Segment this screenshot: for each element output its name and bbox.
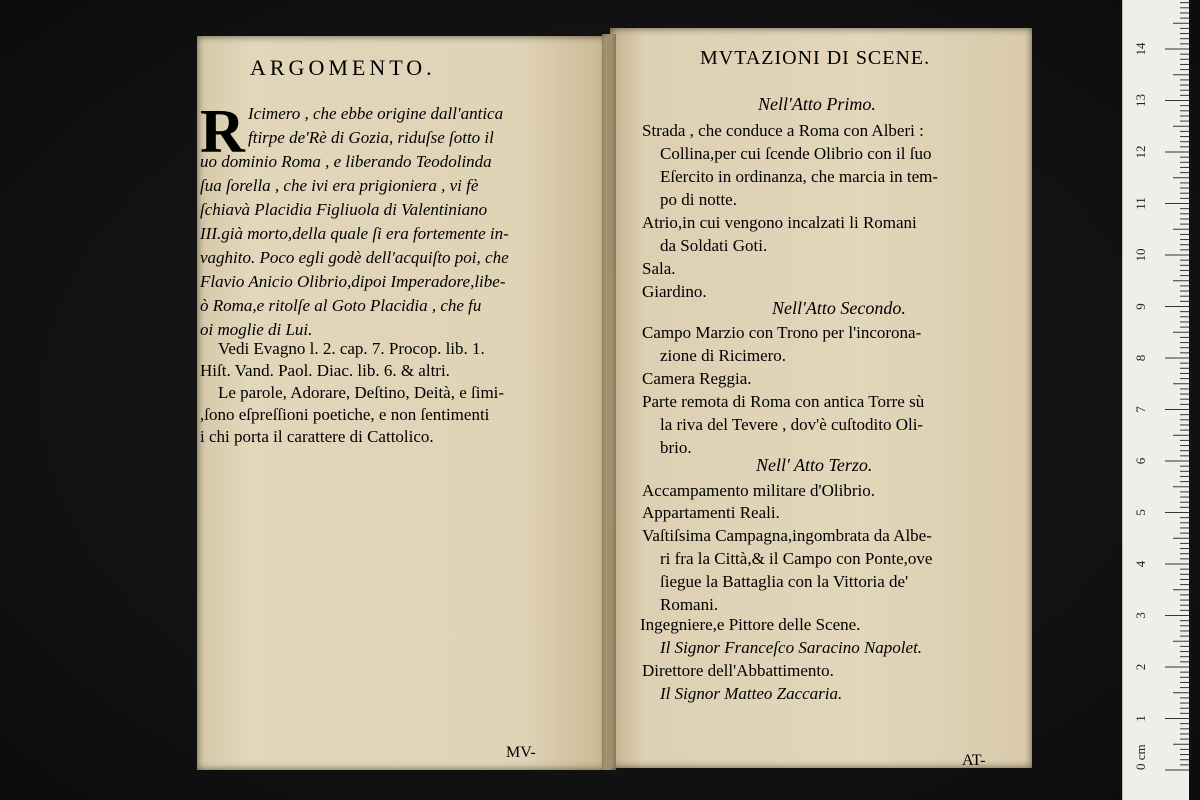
ruler-label: 4 [1133, 560, 1148, 568]
ruler-label: 8 [1133, 354, 1148, 362]
act-heading: Nell'Atto Primo. [758, 94, 876, 114]
argument-line: uo dominio Roma , e liberando Teodolinda [200, 152, 492, 171]
scene-line: Appartamenti Reali. [642, 503, 780, 522]
left-page-title: ARGOMENTO. [250, 55, 436, 80]
act-heading: Nell' Atto Terzo. [756, 455, 873, 475]
left-catchword: MV- [506, 744, 536, 761]
scene-line: Vaſtiſsima Campagna,ingombrata da Albe- [642, 526, 932, 545]
argument-line: III.già morto,della quale ſi era fortemente in- [200, 224, 509, 243]
ruler-label: 11 [1133, 197, 1148, 210]
argument-line: ſua ſorella , che ivi era prigioniera , vi fè [200, 176, 479, 195]
scene-line: Parte remota di Roma con antica Torre sù [642, 392, 925, 411]
ruler-label: 7 [1133, 406, 1148, 413]
scene-line: Campo Marzio con Trono per l'incorona- [642, 323, 922, 342]
argument-line: Flavio Anicio Olibrio,dipoi Imperadore,libe- [200, 272, 506, 291]
scene-line: Sala. [642, 259, 676, 278]
scene-line: zione di Ricimero. [660, 346, 787, 365]
credit-name: Il Signor Franceſco Saracino Napolet. [660, 638, 923, 657]
argument-line: ftirpe de'Rè di Gozia, riduſse ſotto il [248, 128, 494, 147]
scene-line: Eſercito in ordinanza, che marcia in tem- [660, 167, 939, 186]
argument-line: Icimero , che ebbe origine dall'antica [248, 104, 504, 123]
ruler-label: 10 [1133, 248, 1148, 262]
ruler-label: 3 [1133, 612, 1148, 619]
scene-line: Camera Reggia. [642, 369, 752, 388]
ruler-label: 0 cm [1133, 744, 1148, 770]
reference-line: Vedi Evagno l. 2. cap. 7. Procop. lib. 1. [218, 339, 485, 358]
scene-line: Collina,per cui ſcende Olibrio con il ſuo [660, 144, 932, 163]
ruler-label: 14 [1133, 42, 1148, 56]
argument-line: vaghito. Poco egli godè dell'acquiſto poi, che [200, 248, 509, 267]
ruler-label: 12 [1133, 145, 1148, 159]
reference-line: Hiſt. Vand. Paol. Diac. lib. 6. & altri. [200, 361, 450, 380]
note-line: ,ſono eſpreſſioni poetiche, e non ſentimenti [200, 405, 490, 424]
scene-line: da Soldati Goti. [660, 236, 768, 255]
scene-line: po di notte. [660, 190, 737, 209]
scene-line: Accampamento militare d'Olibrio. [642, 481, 875, 500]
ruler-label: 13 [1133, 94, 1148, 107]
act-heading: Nell'Atto Secondo. [772, 298, 906, 318]
book-gutter [602, 34, 616, 770]
scene-line: Giardino. [642, 282, 707, 301]
ruler-label: 5 [1133, 509, 1148, 516]
scene-line: Strada , che conduce a Roma con Alberi : [642, 121, 924, 140]
argument-line: ſchiavà Placidia Figliuola di Valentiniano [200, 200, 488, 219]
note-line: i chi porta il carattere di Cattolico. [200, 427, 434, 446]
scene-line: Romani. [660, 595, 719, 614]
scene-line: Atrio,in cui vengono incalzati li Romani [642, 213, 917, 232]
credit-name: Il Signor Matteo Zaccaria. [660, 684, 843, 703]
credit-line: Ingegniere,e Pittore delle Scene. [640, 615, 861, 634]
ruler-scale [1123, 0, 1189, 800]
measuring-ruler [1122, 0, 1189, 800]
drop-capital: R [200, 98, 245, 166]
argument-line: oi moglie di Lui. [200, 320, 313, 339]
right-catchword: AT- [962, 752, 986, 769]
ruler-label: 6 [1133, 457, 1148, 465]
scene-line: ſiegue la Battaglia con la Vittoria de' [660, 572, 909, 591]
ruler-label: 9 [1133, 303, 1148, 310]
ruler-label: 2 [1133, 663, 1148, 671]
scene-line: ri fra la Città,& il Campo con Ponte,ove [660, 549, 933, 568]
note-line: Le parole, Adorare, Deſtino, Deità, e ſimi- [218, 383, 505, 402]
scene-line: la riva del Tevere , dov'è cuſtodito Oli- [660, 415, 924, 434]
scene-line: brio. [660, 438, 692, 457]
credit-line: Direttore dell'Abbattimento. [642, 661, 834, 680]
ruler-label: 1 [1133, 715, 1148, 722]
argument-line: ò Roma,e ritolſe al Goto Placidia , che fu [200, 296, 482, 315]
right-page-title: MVTAZIONI DI SCENE. [700, 47, 931, 69]
